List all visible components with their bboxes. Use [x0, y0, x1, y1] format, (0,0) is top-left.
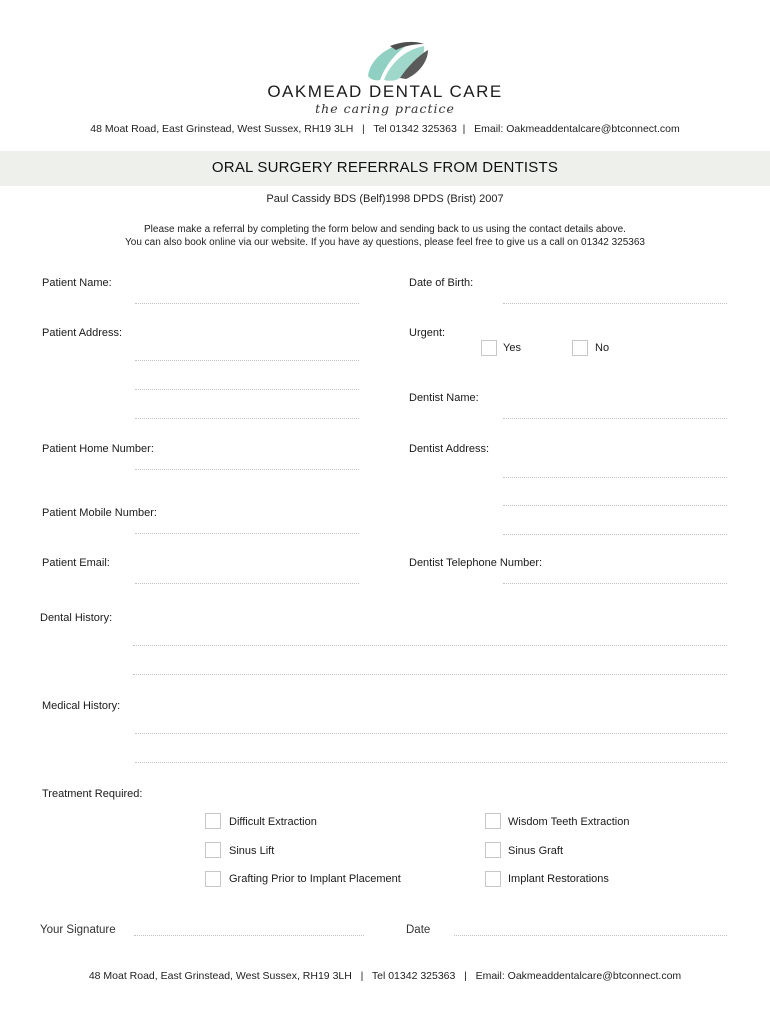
- urgent-label: Urgent:: [409, 327, 446, 339]
- patient-name-label: Patient Name:: [42, 277, 112, 289]
- patient-mobile-number-label: Patient Mobile Number:: [42, 507, 157, 519]
- patient-home-number-field[interactable]: [135, 469, 359, 470]
- sinus-graft-label: Sinus Graft: [508, 845, 564, 857]
- urgent-yes-label: Yes: [503, 342, 521, 354]
- urgent-no-checkbox[interactable]: [572, 340, 588, 356]
- date-of-birth-label: Date of Birth:: [409, 277, 474, 289]
- patient-address-label: Patient Address:: [42, 327, 123, 339]
- dentist-address-field-line-1[interactable]: [503, 477, 727, 478]
- patient-address-field-line-3[interactable]: [135, 418, 359, 419]
- patient-home-number-label: Patient Home Number:: [42, 443, 154, 455]
- patient-email-label: Patient Email:: [42, 557, 110, 569]
- form-title: ORAL SURGERY REFERRALS FROM DENTISTS: [211, 159, 559, 176]
- patient-mobile-number-field[interactable]: [135, 533, 359, 534]
- dentist-telephone-number-field[interactable]: [503, 583, 727, 584]
- medical-history-field-line-2[interactable]: [135, 762, 727, 763]
- dentist-address-field-line-2[interactable]: [503, 505, 727, 506]
- medical-history-label: Medical History:: [42, 700, 121, 712]
- practice-tagline: the caring practice: [315, 101, 455, 116]
- signature-label: Your Signature: [40, 924, 116, 936]
- urgent-yes-checkbox[interactable]: [481, 340, 497, 356]
- dentist-telephone-number-label: Dentist Telephone Number:: [409, 557, 543, 569]
- patient-email-field[interactable]: [135, 583, 359, 584]
- instructions-line-2: You can also book online via our website. If you have ay questions, please feel free to give us a call on 01342 325363: [125, 237, 645, 248]
- dentist-name-field[interactable]: [503, 418, 727, 419]
- wisdom-teeth-extraction-checkbox[interactable]: [485, 813, 501, 829]
- signature-date-field[interactable]: [454, 935, 727, 936]
- sinus-lift-label: Sinus Lift: [229, 845, 275, 857]
- practice-name: OAKMEAD DENTAL CARE: [267, 82, 503, 101]
- urgent-no-label: No: [595, 342, 610, 354]
- header-contact-line: 48 Moat Road, East Grinstead, West Sussex, RH19 3LH | Tel 01342 325363 | Email: Oakmeaddentalcare@btconnect.com: [90, 123, 680, 135]
- patient-address-field-line-1[interactable]: [135, 360, 359, 361]
- instructions-line-1: Please make a referral by completing the form below and sending back to us using the contact details above.: [144, 224, 626, 235]
- difficult-extraction-checkbox[interactable]: [205, 813, 221, 829]
- practitioner-credentials: Paul Cassidy BDS (Belf)1998 DPDS (Brist) 2007: [266, 193, 504, 205]
- signature-field[interactable]: [134, 935, 364, 936]
- footer-contact-line: 48 Moat Road, East Grinstead, West Sussex, RH19 3LH | Tel 01342 325363 | Email: Oakmeaddentalcare@btconnect.com: [88, 970, 682, 982]
- dentist-address-label: Dentist Address:: [409, 443, 490, 455]
- wisdom-teeth-extraction-label: Wisdom Teeth Extraction: [508, 816, 630, 828]
- medical-history-field-line-1[interactable]: [135, 733, 727, 734]
- patient-address-field-line-2[interactable]: [135, 389, 359, 390]
- implant-restorations-label: Implant Restorations: [508, 873, 609, 885]
- implant-restorations-checkbox[interactable]: [485, 871, 501, 887]
- difficult-extraction-label: Difficult Extraction: [229, 816, 317, 828]
- dental-history-field-line-1[interactable]: [133, 645, 727, 646]
- dentist-address-field-line-3[interactable]: [503, 534, 727, 535]
- dentist-name-label: Dentist Name:: [409, 392, 479, 404]
- sinus-graft-checkbox[interactable]: [485, 842, 501, 858]
- sinus-lift-checkbox[interactable]: [205, 842, 221, 858]
- grafting-prior-to-implant-label: Grafting Prior to Implant Placement: [229, 873, 401, 885]
- grafting-prior-to-implant-checkbox[interactable]: [205, 871, 221, 887]
- practice-logo-icon: [360, 40, 430, 84]
- treatment-required-heading: Treatment Required:: [42, 788, 143, 800]
- dental-history-field-line-2[interactable]: [133, 674, 727, 675]
- date-of-birth-field[interactable]: [503, 303, 727, 304]
- signature-date-label: Date: [406, 924, 431, 936]
- patient-name-field[interactable]: [135, 303, 359, 304]
- dental-history-label: Dental History:: [40, 612, 113, 624]
